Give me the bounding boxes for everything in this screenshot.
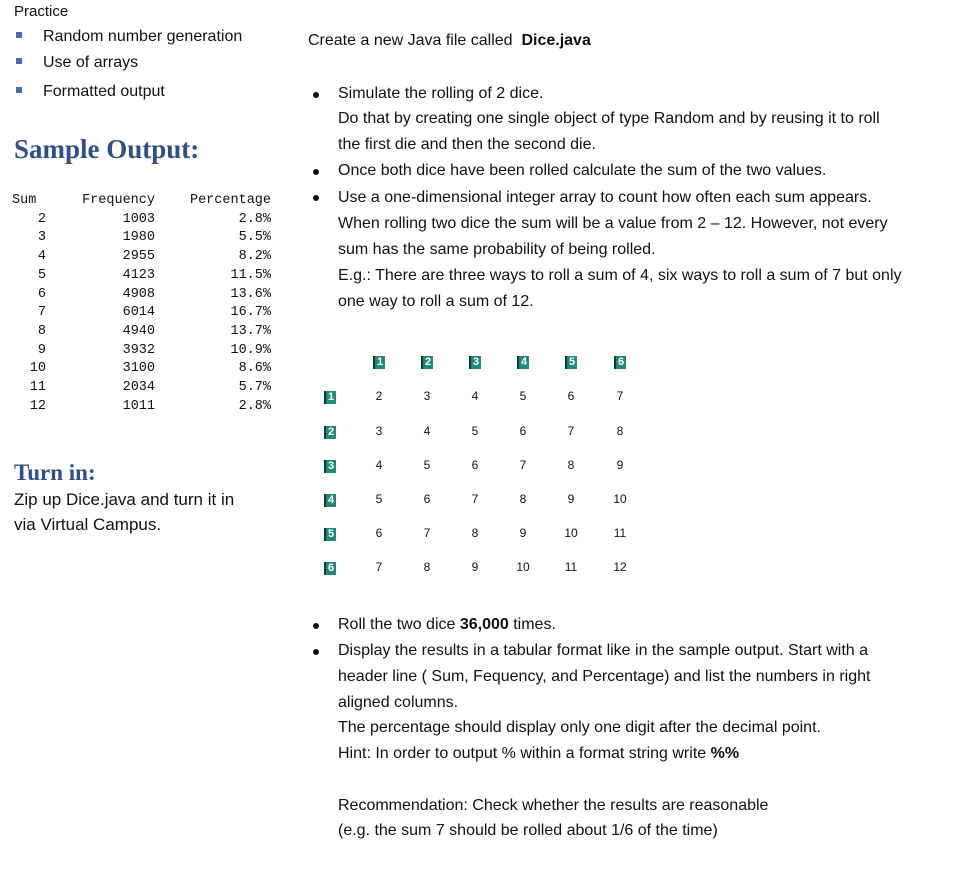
frequency-cell: 4123 [122,267,155,283]
grid-col-header [460,354,490,369]
sum-cell: 12 [29,398,46,414]
grid-sum-cell: 3 [375,424,383,438]
bullet-text: aligned columns. [338,694,459,711]
hint-text [338,745,739,763]
sample-output-row [12,248,271,267]
bullet-text: one way to roll a sum of 12. [338,293,534,310]
recommendation-text: Recommendation: Check whether the results are reasonable [338,797,769,814]
percentage-cell: 8.6% [238,361,271,377]
grid-sum-cell: 8 [616,424,624,438]
grid-col-header [364,354,394,369]
grid-row-header-label: 2 [324,426,336,439]
grid-row-header-label: 1 [324,391,336,404]
grid-sum-cell: 7 [471,492,479,506]
percentage-cell: 5.7% [238,380,271,396]
frequency-cell: 2034 [122,380,155,396]
percentage-cell: 13.7% [230,323,271,339]
grid-col-header-label: 5 [565,356,577,369]
frequency-cell: 1980 [122,230,155,246]
sample-output-row [12,211,271,230]
grid-sum-cell: 7 [567,424,575,438]
turn-in-line: via Virtual Campus. [14,515,162,534]
sum-cell: 9 [37,342,46,358]
sample-output-row [12,304,271,323]
percentage-cell: 16.7% [230,305,271,321]
percentage-cell: 5.5% [238,230,271,246]
task-intro-text: Create a new Java file called [308,32,513,49]
bullet-text: the first die and then the second die. [338,136,596,153]
grid-sum-cell: 9 [471,560,479,574]
bullet-square-icon [16,32,22,38]
bullet-dot-icon [313,92,319,98]
frequency-cell: 1003 [122,211,155,227]
grid-sum-cell: 5 [519,389,527,403]
task-intro-filename: Dice.java [521,32,591,49]
grid-sum-cell: 12 [613,560,627,574]
grid-sum-cell: 5 [423,458,431,472]
percentage-cell: 2.8% [238,211,271,227]
sum-cell: 6 [37,286,46,302]
task-intro [308,32,591,50]
grid-col-header-label: 6 [614,356,626,369]
bullet-square-icon [16,58,22,64]
grid-sum-cell: 8 [471,526,479,540]
roll-count-suffix: times. [508,616,556,633]
grid-sum-cell: 5 [375,492,383,506]
grid-row-header-label: 4 [324,494,336,507]
grid-sum-cell: 4 [471,389,479,403]
bullet-text: E.g.: There are three ways to roll a sum of 4, six ways to roll a sum of 7 but only [338,267,902,284]
bullet-dot-icon [313,649,319,655]
bullet-text: Once both dice have been rolled calculate the sum of the two values. [338,162,827,179]
bullet-square-icon [16,87,22,93]
grid-sum-cell: 6 [375,526,383,540]
grid-sum-cell: 6 [567,389,575,403]
sum-cell: 8 [37,323,46,339]
sample-output-row [12,342,271,361]
bullet-text: Display the results in a tabular format like in the sample output. Start with a [338,642,869,659]
sum-cell: 7 [37,305,46,321]
grid-row-header-label: 3 [324,460,336,473]
grid-col-header [508,354,538,369]
grid-sum-cell: 11 [613,526,627,540]
grid-sum-cell: 9 [519,526,527,540]
grid-sum-cell: 8 [519,492,527,506]
grid-sum-cell: 3 [423,389,431,403]
sum-cell: 5 [37,267,46,283]
bullet-text: Use a one-dimensional integer array to count how often each sum appears. [338,189,872,206]
frequency-cell: 6014 [122,305,155,321]
roll-count-value: 36,000 [459,616,509,633]
percentage-cell: 10.9% [230,342,271,358]
sum-cell: 2 [37,211,46,227]
col-header-percentage: Percentage [189,193,271,208]
frequency-cell: 4908 [122,286,155,302]
hint-prefix: Hint: In order to output % within a format string write [338,745,711,762]
frequency-cell: 4940 [122,323,155,339]
grid-sum-cell: 6 [519,424,527,438]
bullet-text: header line ( Sum, Fequency, and Percentage) and list the numbers in right [338,668,871,685]
percentage-cell: 2.8% [238,398,271,414]
bullet-dot-icon [313,169,319,175]
grid-sum-cell: 7 [423,526,431,540]
grid-row-header [315,424,345,439]
grid-row-header [315,389,345,404]
bullet-text: When rolling two dice the sum will be a value from 2 – 12. However, not every [338,215,888,232]
percentage-cell: 8.2% [238,249,271,265]
bullet-text: Do that by creating one single object of type Random and by reusing it to roll [338,110,880,127]
grid-row-header [315,492,345,507]
sum-cell: 10 [29,361,46,377]
recommendation-text: (e.g. the sum 7 should be rolled about 1/6 of the time) [338,822,718,839]
turn-in-heading: Turn in: [14,460,96,485]
grid-sum-cell: 7 [519,458,527,472]
bullet-text [338,616,556,634]
grid-sum-cell: 6 [471,458,479,472]
grid-col-header [412,354,442,369]
topic-label: Random number generation [43,28,243,45]
topic-item [16,28,242,46]
sample-output-row [12,229,271,248]
grid-sum-cell: 6 [423,492,431,506]
bullet-text: The percentage should display only one digit after the decimal point. [338,719,821,736]
grid-sum-cell: 5 [471,424,479,438]
grid-sum-cell: 9 [567,492,575,506]
sum-cell: 11 [29,380,46,396]
roll-count-prefix: Roll the two dice [338,616,460,633]
grid-sum-cell: 9 [616,458,624,472]
frequency-cell: 3932 [122,342,155,358]
grid-sum-cell: 4 [423,424,431,438]
sum-cell: 3 [37,230,46,246]
sample-output-row [12,379,271,398]
percentage-cell: 11.5% [230,267,271,283]
grid-sum-cell: 2 [375,389,383,403]
grid-row-header [315,526,345,541]
frequency-cell: 1011 [122,398,155,414]
grid-sum-cell: 7 [616,389,624,403]
grid-sum-cell: 4 [375,458,383,472]
turn-in-line: Zip up Dice.java and turn it in [14,490,235,509]
col-header-frequency: Frequency [82,193,155,208]
sample-output-row [12,286,271,305]
grid-sum-cell: 7 [375,560,383,574]
sample-output-row [12,398,271,417]
sample-output-table [12,192,271,416]
topic-label: Formatted output [43,83,165,100]
grid-col-header-label: 4 [517,356,529,369]
bullet-dot-icon [313,195,319,201]
grid-row-header [315,560,345,575]
grid-row-header-label: 6 [324,562,336,575]
hint-format: %% [710,745,740,762]
grid-col-header [556,354,586,369]
sample-output-row [12,267,271,286]
bullet-text: sum has the same probability of being rolled. [338,241,656,258]
col-header-sum: Sum [12,193,37,208]
grid-col-header [605,354,635,369]
grid-sum-cell: 8 [423,560,431,574]
grid-col-header-label: 3 [469,356,481,369]
grid-col-header-label: 1 [373,356,385,369]
grid-sum-cell: 11 [564,560,578,574]
grid-sum-cell: 10 [564,526,578,540]
grid-sum-cell: 8 [567,458,575,472]
frequency-cell: 2955 [122,249,155,265]
practice-title: Practice [14,3,69,20]
frequency-cell: 3100 [122,361,155,377]
topic-item [16,54,138,72]
sample-output-heading: Sample Output: [14,134,200,164]
topic-item [16,83,165,101]
sample-output-row [12,323,271,342]
grid-sum-cell: 10 [613,492,627,506]
sample-output-header-row [12,192,271,211]
bullet-dot-icon [313,623,319,629]
bullet-text: Simulate the rolling of 2 dice. [338,85,544,102]
grid-sum-cell: 10 [516,560,530,574]
percentage-cell: 13.6% [230,286,271,302]
sample-output-row [12,360,271,379]
grid-row-header [315,458,345,473]
grid-row-header-label: 5 [324,528,336,541]
grid-col-header-label: 2 [421,356,433,369]
sum-cell: 4 [37,249,46,265]
topic-label: Use of arrays [43,54,139,71]
